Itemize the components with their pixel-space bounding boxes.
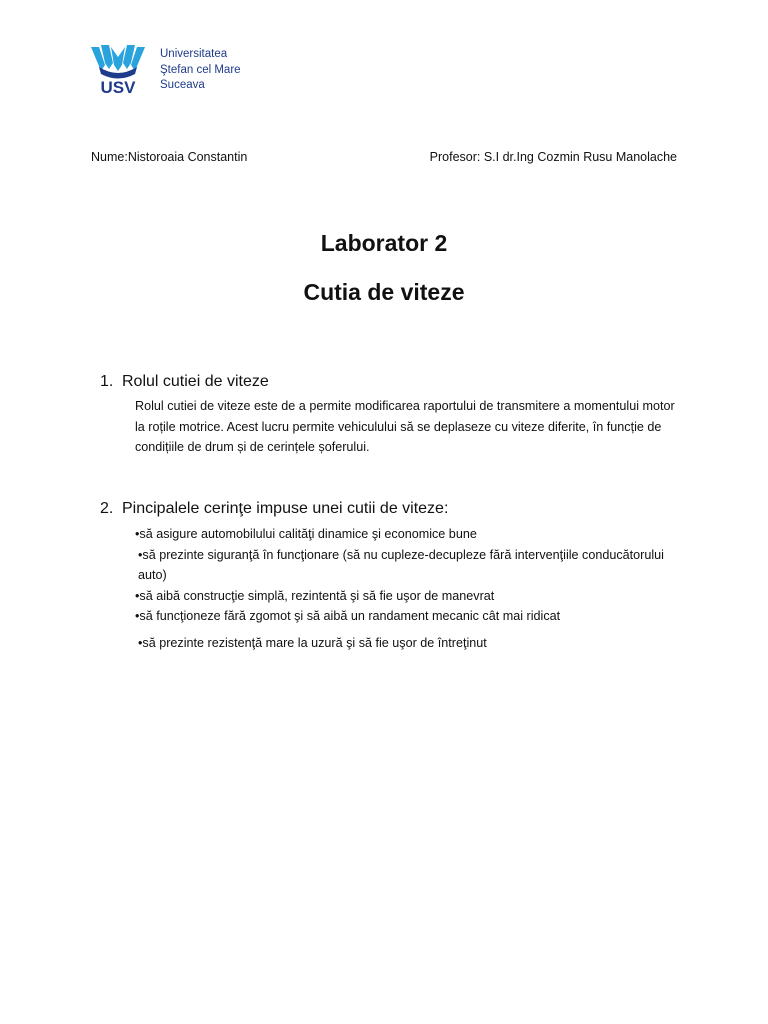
university-name-line-1: Universitatea [160, 48, 228, 60]
requirements-list [135, 524, 675, 627]
professor-name: Profesor: S.I dr.Ing Cozmin Rusu Manolache [429, 150, 677, 164]
university-name-line-3: Suceava [160, 79, 205, 91]
section-heading-1 [100, 373, 269, 391]
list-item: •să prezinte siguranţă în funcţionare (să nu cupleze-decupleze fără intervenţiile conducătorului auto) [138, 547, 664, 582]
university-name-line-2: Ştefan cel Mare [160, 63, 241, 76]
university-name [160, 47, 241, 94]
university-logo [89, 43, 259, 99]
list-item: •să aibă construcţie simplă, rezintentă şi să fie uşor de manevrat [135, 588, 495, 603]
list-item: •să funcţioneze fără zgomot şi să aibă un randament mecanic cât mai ridicat [135, 609, 561, 623]
list-item: •să prezinte rezistenţă mare la uzură şi să fie uşor de întreţinut [138, 636, 487, 650]
section-heading-text: Pincipalele cerinţe impuse unei cutii de viteze: [122, 500, 449, 517]
section-paragraph-1: Rolul cutiei de viteze este de a permite modificarea raportului de transmitere a momentului motor la roțile motrice. Acest lucru permite vehiculului să se deplaseze cu viteze diferite, în funcție de condițiile de drum și de cerințele șoferului. [135, 399, 675, 454]
usv-crown-icon [89, 43, 147, 95]
svg-text:USV: USV [100, 78, 136, 95]
list-item: •să asigure automobilului calităţi dinamice şi economice bune [135, 527, 477, 541]
student-name: Nume:Nistoroaia Constantin [91, 150, 248, 164]
document-subtitle: Cutia de viteze [303, 279, 465, 305]
section-number: 1. [100, 373, 114, 390]
document-title: Laborator 2 [320, 230, 448, 256]
section-heading-2 [100, 500, 448, 518]
section-heading-text: Rolul cutiei de viteze [122, 373, 269, 390]
section-number: 2. [100, 500, 114, 517]
